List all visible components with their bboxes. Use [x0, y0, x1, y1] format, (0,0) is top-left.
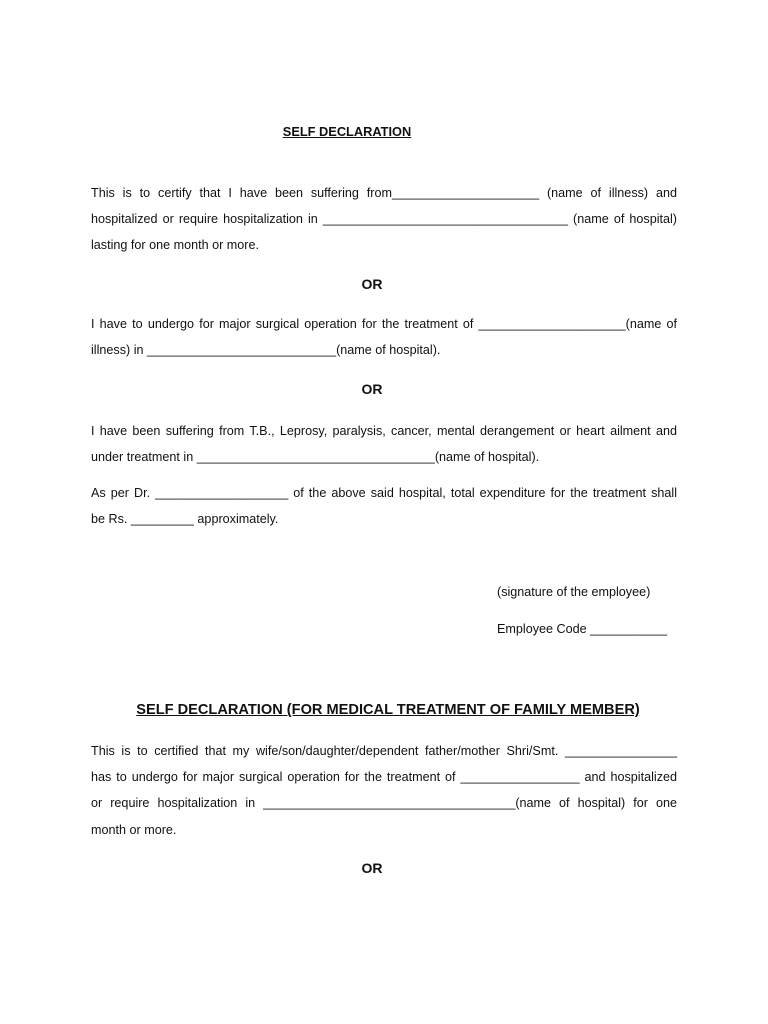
expenditure-line-2: be Rs. _________ approximately. [91, 512, 279, 526]
ailment-line-1: I have been suffering from T.B., Leprosy, paralysis, cancer, mental derangement or heart ailment and [91, 424, 677, 438]
family-certify-line-1: This is to certified that my wife/son/daughter/dependent father/mother Shri/Smt. ________________ [91, 744, 677, 758]
employee-code-label: Employee Code ___________ [497, 622, 668, 636]
self-declaration-title: SELF DECLARATION [282, 124, 412, 139]
certify-illness-line-2: hospitalized or require hospitalization in ___________________________________ (name of hospital) [91, 212, 677, 226]
or-separator-2: OR [361, 381, 383, 397]
family-certify-line-2: has to undergo for major surgical operation for the treatment of _________________ and hospitalized [91, 770, 677, 784]
family-member-declaration-title: SELF DECLARATION (FOR MEDICAL TREATMENT OF FAMILY MEMBER) [136, 702, 640, 718]
family-certify-line-3: or require hospitalization in ____________________________________(name of hospital) for one [91, 796, 677, 810]
signature-label: (signature of the employee) [497, 585, 651, 599]
expenditure-line-1: As per Dr. ___________________ of the above said hospital, total expenditure for the treatment shall [91, 486, 677, 500]
certify-illness-line-3: lasting for one month or more. [91, 238, 259, 252]
surgical-operation-line-1: I have to undergo for major surgical operation for the treatment of _____________________(name of [91, 317, 677, 331]
family-certify-line-4: month or more. [91, 823, 177, 837]
surgical-operation-line-2: illness) in ___________________________(name of hospital). [91, 343, 441, 357]
certify-illness-line-1: This is to certify that I have been suffering from_____________________ (name of illness) and [91, 186, 677, 200]
ailment-line-2: under treatment in __________________________________(name of hospital). [91, 450, 540, 464]
or-separator-1: OR [361, 276, 383, 292]
or-separator-3: OR [361, 860, 383, 876]
